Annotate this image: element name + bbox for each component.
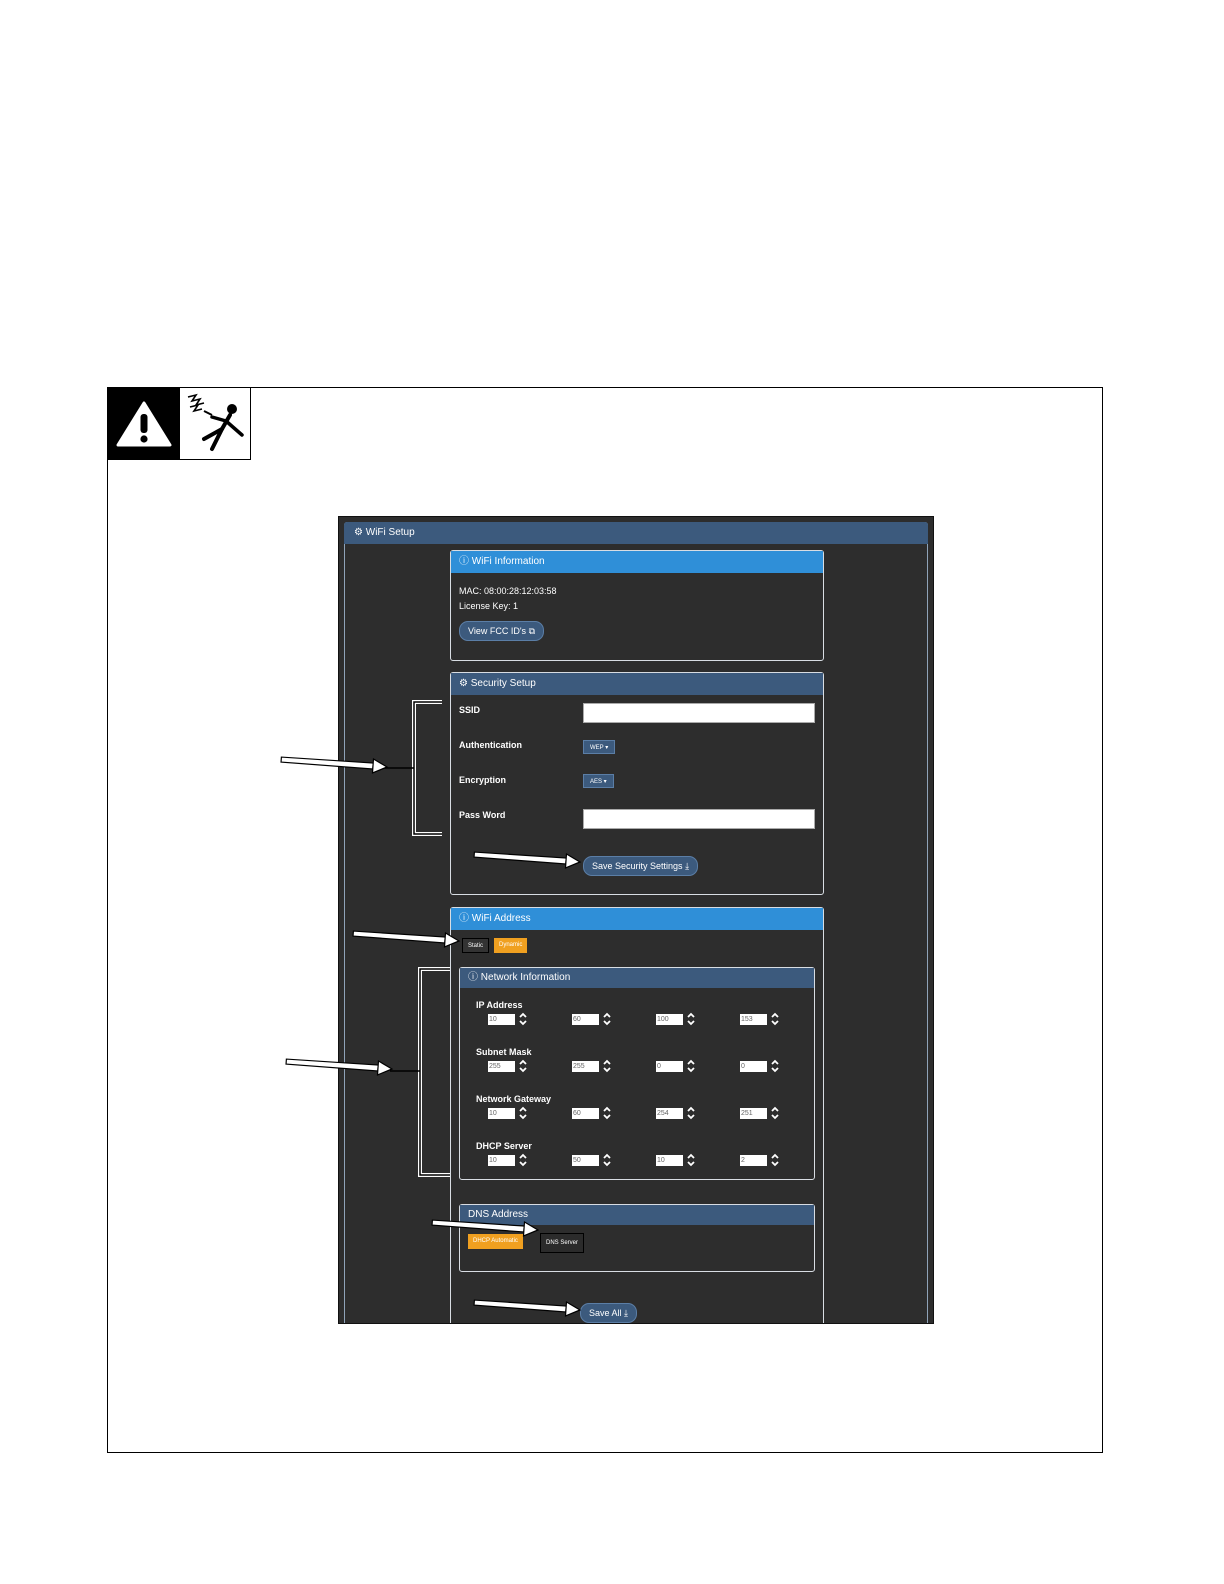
network-row-label: Network Gateway bbox=[476, 1094, 552, 1104]
callout-arrow bbox=[281, 753, 388, 774]
security-setup-title: Security Setup bbox=[470, 678, 536, 689]
save-all-label: Save All bbox=[589, 1308, 622, 1318]
octet-input[interactable]: 10 bbox=[488, 1014, 515, 1025]
password-label: Pass Word bbox=[459, 810, 506, 820]
encryption-label: Encryption bbox=[459, 775, 507, 785]
callout-arrow bbox=[474, 848, 581, 869]
octet-input[interactable]: 153 bbox=[740, 1014, 767, 1025]
dynamic-button[interactable]: Dynamic bbox=[494, 938, 527, 953]
view-fcc-label: View FCC ID's bbox=[468, 626, 527, 636]
encryption-value: AES bbox=[590, 779, 603, 785]
network-row-label: IP Address bbox=[476, 1000, 523, 1010]
octet-input[interactable]: 50 bbox=[572, 1155, 599, 1166]
external-link-icon: ⧉ bbox=[528, 626, 536, 636]
octet-input[interactable]: 0 bbox=[656, 1061, 683, 1072]
ssid-label: SSID bbox=[459, 705, 481, 715]
info-icon: ⓘ bbox=[459, 913, 469, 924]
save-security-settings-label: Save Security Settings bbox=[592, 861, 683, 871]
octet-input[interactable]: 10 bbox=[488, 1155, 515, 1166]
static-button[interactable]: Static bbox=[462, 938, 489, 953]
octet-input[interactable]: 100 bbox=[656, 1014, 683, 1025]
wifi-setup-title: WiFi Setup bbox=[365, 527, 415, 538]
network-row-label: Subnet Mask bbox=[476, 1047, 532, 1057]
license-key: License Key: 1 bbox=[459, 601, 519, 611]
dns-address-title: DNS Address bbox=[468, 1209, 529, 1220]
authentication-dropdown[interactable]: WEP ▾ bbox=[583, 740, 615, 754]
gear-icon: ⚙ bbox=[354, 527, 363, 538]
octet-input[interactable]: 0 bbox=[740, 1061, 767, 1072]
encryption-dropdown[interactable]: AES ▾ bbox=[583, 774, 614, 788]
wifi-address-title: WiFi Address bbox=[471, 913, 531, 924]
info-icon: ⓘ bbox=[468, 972, 478, 983]
gear-icon: ⚙ bbox=[459, 678, 468, 689]
network-information-title: Network Information bbox=[480, 972, 571, 983]
wifi-information-title: WiFi Information bbox=[471, 556, 545, 567]
authentication-label: Authentication bbox=[459, 740, 522, 750]
callout-arrow bbox=[432, 1216, 539, 1237]
download-icon: ⤓ bbox=[685, 861, 690, 871]
callout-arrow bbox=[286, 1055, 393, 1076]
network-row-label: DHCP Server bbox=[476, 1141, 532, 1151]
callout-arrow bbox=[353, 927, 460, 948]
download-icon: ⤓ bbox=[624, 1308, 629, 1318]
info-icon: ⓘ bbox=[459, 556, 469, 567]
octet-input[interactable]: 60 bbox=[572, 1108, 599, 1119]
octet-input[interactable]: 10 bbox=[488, 1108, 515, 1119]
octet-input[interactable]: 2 bbox=[740, 1155, 767, 1166]
mac-address: MAC: 08:00:28:12:03:58 bbox=[459, 586, 557, 596]
dns-server-button[interactable]: DNS Server bbox=[540, 1233, 584, 1253]
dhcp-automatic-button[interactable]: DHCP Automatic bbox=[468, 1234, 523, 1249]
octet-input[interactable]: 10 bbox=[656, 1155, 683, 1166]
octet-input[interactable]: 255 bbox=[488, 1061, 515, 1072]
authentication-value: WEP bbox=[590, 745, 604, 751]
octet-input[interactable]: 255 bbox=[572, 1061, 599, 1072]
octet-input[interactable]: 251 bbox=[740, 1108, 767, 1119]
octet-input[interactable]: 254 bbox=[656, 1108, 683, 1119]
octet-input[interactable]: 60 bbox=[572, 1014, 599, 1025]
callout-arrow bbox=[474, 1296, 581, 1317]
